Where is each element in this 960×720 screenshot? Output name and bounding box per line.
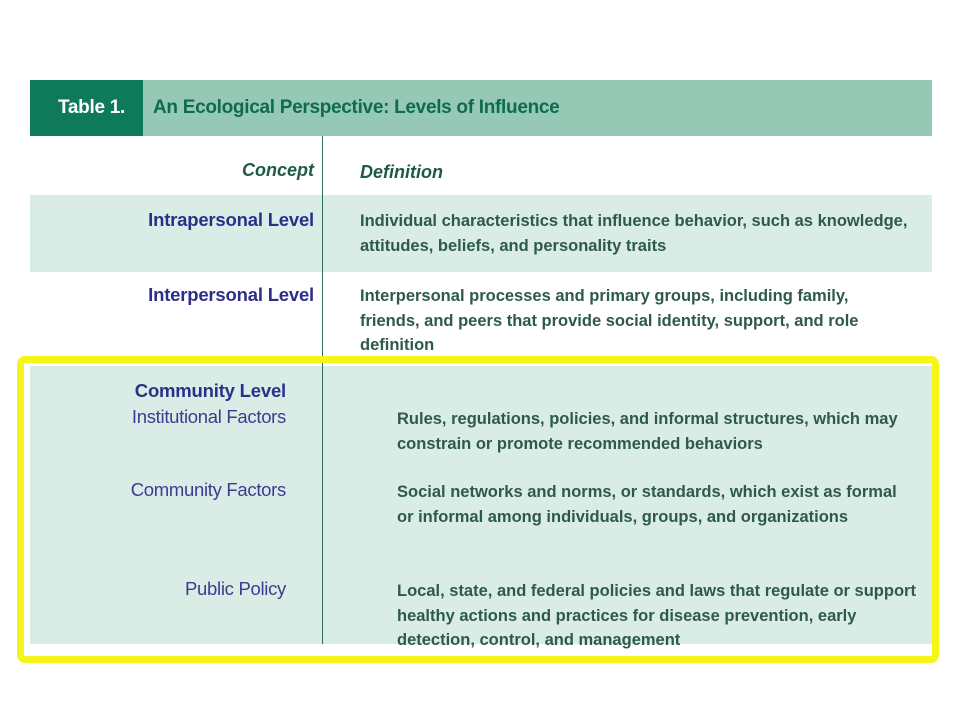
concept-community-level: Community Level: [134, 380, 286, 401]
ecological-table: [30, 80, 932, 649]
definition-public-policy: Local, state, and federal policies and laws that regulate or support healthy actions and practices for disease prevention, early detection, control, and management: [397, 582, 916, 649]
header-definition: Definition: [360, 162, 443, 182]
header-concept: Concept: [30, 136, 323, 195]
table-row-community: [30, 366, 932, 649]
concept-intrapersonal: Intrapersonal Level: [148, 209, 314, 230]
table-header-row: [30, 136, 932, 195]
concept-interpersonal: Interpersonal Level: [148, 284, 314, 305]
table-title-bar: [30, 80, 932, 136]
table-row-interpersonal: [30, 272, 932, 366]
concept-public-policy: Public Policy: [185, 578, 286, 599]
definition-community-factors: Social networks and norms, or standards, which exist as formal or informal among individuals, groups, and organizations: [397, 483, 897, 526]
table-row-intrapersonal: [30, 195, 932, 272]
definition-intrapersonal: Individual characteristics that influence behavior, such as knowledge, attitudes, beliefs, and personality traits: [360, 212, 908, 255]
table-number: Table 1.: [30, 80, 143, 136]
definition-interpersonal: Interpersonal processes and primary groups, including family, friends, and peers that provide social identity, support, and role definition: [360, 287, 859, 354]
table-title: An Ecological Perspective: Levels of Influence: [143, 80, 932, 136]
concept-community-factors: Community Factors: [130, 479, 286, 500]
concept-institutional-factors: Institutional Factors: [131, 406, 286, 427]
definition-institutional-factors: Rules, regulations, policies, and informal structures, which may constrain or promote recommended behaviors: [397, 410, 898, 453]
